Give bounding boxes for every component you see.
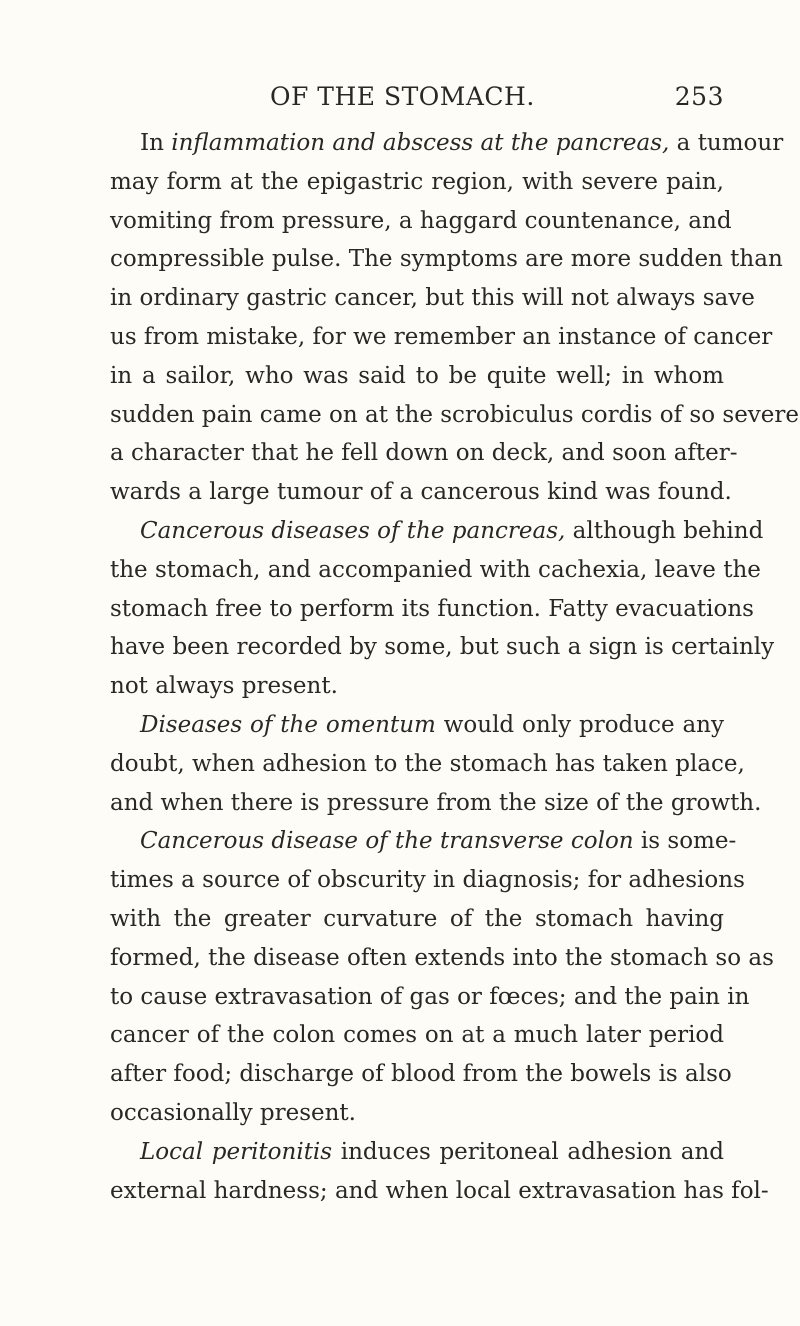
- body-text: [110, 124, 800, 1210]
- text-line: Local peritonitis induces peritoneal adhesion and: [140, 1138, 724, 1165]
- text-line: may form at the epigastric region, with severe pain,: [110, 168, 724, 195]
- text-line: vomiting from pressure, a haggard countenance, and: [110, 207, 732, 234]
- text-line: with the greater curvature of the stomach having: [110, 905, 724, 932]
- text-line: Diseases of the omentum would only produce any: [140, 711, 724, 738]
- page-header: [110, 74, 724, 114]
- text-line: not always present.: [110, 673, 338, 700]
- text-line: external hardness; and when local extravasation has fol-: [110, 1177, 769, 1204]
- page-number: 253: [674, 82, 724, 111]
- text-line: in a sailor, who was said to be quite well; in whom: [110, 362, 724, 389]
- text-line: in ordinary gastric cancer, but this will not always save: [110, 285, 755, 312]
- text-line: occasionally present.: [110, 1099, 356, 1126]
- text-line: Cancerous disease of the transverse colon is some-: [140, 828, 737, 855]
- text-line: formed, the disease often extends into the stomach so as: [110, 944, 774, 971]
- text-line: cancer of the colon comes on at a much later period: [110, 1022, 724, 1049]
- text-line: sudden pain came on at the scrobiculus cordis of so severe: [110, 401, 800, 428]
- text-line: us from mistake, for we remember an instance of cancer: [110, 323, 773, 350]
- text-line: In inflammation and abscess at the pancreas, a tumour: [140, 130, 784, 156]
- text-line: to cause extravasation of gas or fœces; and the pain in: [110, 983, 750, 1010]
- text-line: compressible pulse. The symptoms are more sudden than: [110, 246, 783, 273]
- text-line: the stomach, and accompanied with cachexia, leave the: [110, 556, 761, 583]
- text-line: wards a large tumour of a cancerous kind was found.: [110, 479, 732, 506]
- text-line: doubt, when adhesion to the stomach has taken place,: [110, 750, 745, 777]
- text-line: after food; discharge of blood from the bowels is also: [110, 1061, 732, 1088]
- text-line: a character that he fell down on deck, and soon after-: [110, 440, 738, 467]
- running-title: OF THE STOMACH.: [270, 82, 535, 111]
- text-line: and when there is pressure from the size of the growth.: [110, 789, 762, 816]
- text-line: Cancerous diseases of the pancreas, although behind: [140, 517, 764, 544]
- text-line: have been recorded by some, but such a sign is certainly: [110, 634, 775, 661]
- text-line: times a source of obscurity in diagnosis; for adhesions: [110, 867, 745, 894]
- text-line: stomach free to perform its function. Fatty evacuations: [110, 595, 754, 622]
